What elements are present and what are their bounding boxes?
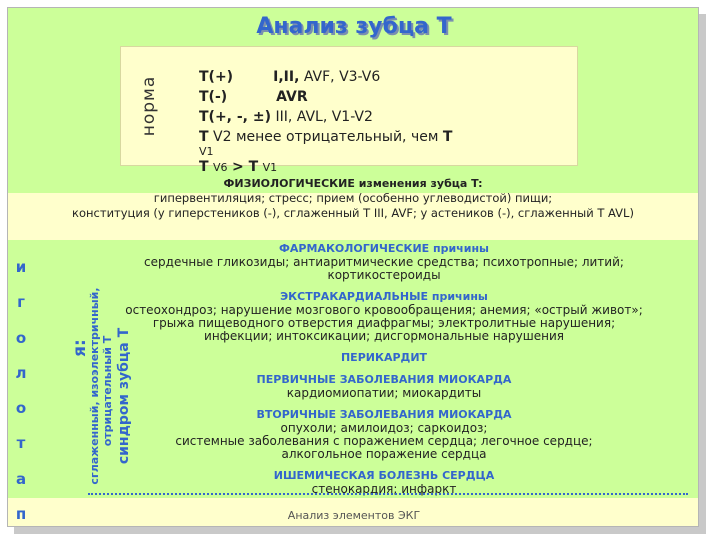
- physio-heading: ФИЗИОЛОГИЧЕСКИЕ изменения зубца T:: [223, 177, 483, 190]
- cause-heading: ВТОРИЧНЫЕ ЗАБОЛЕВАНИЯ МИОКАРДА: [256, 408, 512, 421]
- pathology-letter: п: [15, 504, 27, 523]
- cause-text: опухоли; амилоидоз; саркоидоз;: [280, 421, 488, 435]
- norm-line-4: [199, 129, 452, 145]
- cause-text: кардиомиопатии; миокардиты: [286, 386, 482, 400]
- physio-text-1: гипервентиляция; стресс; прием (особенно углеводистой) пищи;: [153, 191, 553, 205]
- pathology-suffix: я:: [70, 339, 90, 357]
- cause-heading: ПЕРИКАРДИТ: [340, 351, 428, 364]
- norm-line-1-c: AVF, V3-V6: [303, 69, 381, 85]
- cause-gap: [68, 400, 700, 408]
- dotted-divider: [88, 493, 688, 495]
- slide-panel: [7, 7, 699, 527]
- norm-line-5-c: > T: [232, 159, 259, 175]
- physio-text-2: конституция (у гиперстеников (-), сглаженный T III, AVF; у астеников (-), сглаженный T AVL): [72, 206, 634, 220]
- norm-line-3-a: T(+, -, ±): [199, 109, 272, 125]
- cause-text: сердечные гликозиды; антиаритмические средства; психотропные; литий;: [144, 255, 624, 269]
- cause-gap: [68, 343, 700, 351]
- cause-heading: ИШЕМИЧЕСКАЯ БОЛЕЗНЬ СЕРДЦА: [273, 469, 495, 482]
- pathology-letter: и: [15, 258, 27, 276]
- cause-gap: [68, 461, 700, 469]
- syndrome-line-1: сглаженный, изоэлектричный,: [88, 287, 101, 485]
- norm-line-5-a: T: [199, 159, 209, 175]
- pathology-letter: л: [15, 363, 27, 382]
- norm-line-1: [199, 69, 380, 85]
- cause-text: алкогольное поражение сердца: [281, 447, 487, 461]
- slide-footer: Анализ элементов ЭКГ: [287, 509, 421, 522]
- norm-line-4-sub: V1: [199, 145, 214, 158]
- norm-box: [120, 46, 578, 175]
- slide-title: Анализ зубца Т: [256, 14, 452, 39]
- cause-text: стенокардия; инфаркт: [311, 482, 457, 496]
- norm-line-3: [199, 109, 373, 125]
- cause-text: системные заболевания с поражением сердца; легочное сердце;: [175, 434, 593, 448]
- pathology-letter: т: [16, 434, 26, 453]
- cause-gap: [68, 282, 700, 290]
- pathology-letter: о: [15, 328, 27, 347]
- cause-text: грыжа пищеводного отверстия диафрагмы; электролитные нарушения;: [152, 316, 616, 330]
- cause-text: остеохондроз; нарушение мозгового кровообращения; анемия; «острый живот»;: [125, 303, 643, 317]
- norm-line-4-c: T: [442, 129, 453, 145]
- cause-heading: ЭКСТРАКАРДИАЛЬНЫЕ причины: [280, 290, 488, 303]
- pathology-letter: г: [17, 293, 25, 312]
- norm-line-5: [199, 159, 277, 175]
- norm-label: норма: [139, 75, 159, 137]
- norm-line-1-b: I,II,: [273, 69, 300, 85]
- norm-line-2-a: T(-): [199, 89, 228, 105]
- pathology-letter: а: [15, 469, 27, 488]
- norm-line-5-d: V1: [262, 161, 278, 174]
- physio-section: [8, 176, 698, 221]
- cause-heading: ПЕРВИЧНЫЕ ЗАБОЛЕВАНИЯ МИОКАРДА: [256, 373, 512, 386]
- causes-list: [68, 242, 700, 496]
- norm-line-5-b: V6: [213, 161, 228, 174]
- norm-line-4-a: T: [199, 129, 209, 145]
- pathology-letter: о: [15, 399, 27, 418]
- norm-line-2: [199, 89, 308, 105]
- norm-line-1-a: T(+): [199, 69, 234, 85]
- pathology-vertical-word: [10, 258, 32, 523]
- norm-line-3-b: III, AVL, V1-V2: [275, 109, 373, 125]
- norm-line-4-b: V2 менее отрицательный, чем: [213, 129, 439, 145]
- cause-heading: ФАРМАКОЛОГИЧЕСКИЕ причины: [279, 242, 489, 255]
- cause-text: инфекции; интоксикации; дисгормональные нарушения: [204, 329, 564, 343]
- norm-line-2-b: AVR: [276, 89, 308, 105]
- cause-text: кортикостероиды: [327, 268, 441, 282]
- cause-gap: [68, 365, 700, 373]
- syndrome-line-3: синдром зубца Т: [116, 327, 132, 465]
- syndrome-line-2: отрицательный Т: [101, 335, 114, 447]
